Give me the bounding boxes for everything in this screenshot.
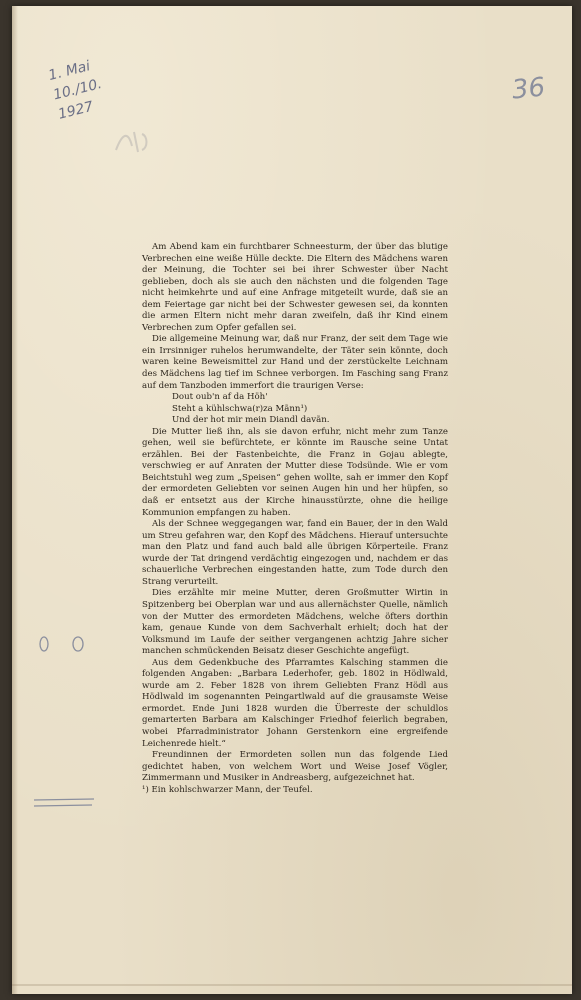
document-page bbox=[12, 6, 572, 994]
margin-circle-marks bbox=[32, 634, 102, 654]
paragraph: Freundinnen der Ermordeten sollen nun das folgende Lied gedichtet haben, von welchem Wort und Weise Josef Vögler, Zimmermann und Musiker in Andreasberg, aufgezeichnet hat. bbox=[142, 750, 448, 784]
margin-pencil-lines bbox=[32, 796, 96, 810]
pencil-annotation-line-2: 10./10. 1927 bbox=[51, 75, 104, 123]
paragraph: Die Mutter ließ ihn, als sie davon erfuhr, nicht mehr zum Tanze gehen, weil sie befürchtete, er könnte im Rausche seine Untat erzählen. Bei der Fastenbeichte, die Franz in Gojau ablegte, verschwieg er auf Anraten der Mutter diese Todsünde. Wie er vom Beichtstuhl weg zum „Speisen“ gehen wollte, sah er immer den Kopf der ermordeten Geliebten vor seinen Augen hin und her hüpfen, so daß er entsetzt aus der Kirche hinausstürzte, ohne die heilige Kommunion empfangen zu haben. bbox=[142, 426, 448, 518]
verse-line: Und der hot mir mein Diandl davãn. bbox=[172, 415, 330, 426]
verse-block bbox=[172, 392, 448, 427]
fold-crease bbox=[12, 984, 572, 986]
pencil-annotation bbox=[46, 47, 137, 121]
pencil-annotation-line-1: 1. Mai bbox=[46, 58, 92, 84]
verse-line: Steht a kühlschwa(r)za Mãnn¹) bbox=[172, 403, 308, 414]
paragraph: Aus dem Gedenkbuche des Pfarramtes Kalsching stammen die folgenden Angaben: „Barbara Lederhofer, geb. 1802 in Hödlwald, wurde am 2. Feber 1828 von ihrem Geliebten Franz Hödl aus Hödlwald im sogenannten Peingartlwald auf die grausamste Weise ermordet. Ende Juni 1828 wurden die Überreste der schuldlos gemarterten Barbara am Kalschinger Friedhof feierlich begraben, wobei Pfarradministrator Johann Gerstenkorn eine ergreifende Leichenrede hielt.“ bbox=[142, 657, 448, 749]
paragraph: Am Abend kam ein furchtbarer Schneesturm, der über das blutige Verbrechen eine weiße Hülle deckte. Die Eltern des Mädchens waren der Meinung, die Tochter sei bei ihrer Schwester über Nacht geblieben, doch als sie auch den nächsten und die folgenden Tage nicht heimkehrte und auf eine Anfrage mitgeteilt wurde, daß sie an dem Feiertage gar nicht bei der Schwester gewesen sei, da konnten die armen Eltern nicht mehr daran zweifeln, daß ihr Kind einem Verbrechen zum Opfer gefallen sei. bbox=[142, 242, 448, 333]
article-text bbox=[142, 242, 448, 796]
archive-page-number: 36 bbox=[510, 72, 547, 106]
page-edge-shadow bbox=[12, 6, 18, 994]
paragraph: Als der Schnee weggegangen war, fand ein Bauer, der in den Wald um Streu gefahren war, den Kopf des Mädchens. Hierauf untersuchte man den Platz und fand auch bald alle übrigen Körperteile. Franz wurde der Tat dringend verdächtig eingezogen und, nachdem er das schauerliche Verbrechen eingestanden hatte, zum Tode durch den Strang verurteilt. bbox=[142, 519, 448, 587]
footnote: ¹) Ein kohlschwarzer Mann, der Teufel. bbox=[142, 784, 313, 795]
faint-pencil-mark bbox=[112, 124, 154, 158]
paragraph: Die allgemeine Meinung war, daß nur Franz, der seit dem Tage wie ein Irrsinniger ruhelos herumwandelte, der Täter sein könnte, doch waren keine Beweismittel zur Hand und der zerstückelte Leichnam des Mädchens lag tief im Schnee verborgen. Im Fasching sang Franz auf dem Tanzboden immerfort die traurigen Verse: bbox=[142, 334, 448, 391]
paragraph: Dies erzählte mir meine Mutter, deren Großmutter Wirtin in Spitzenberg bei Oberplan war und aus allernächster Quelle, nämlich von der Mutter des ermordeten Mädchens, welche öfters dorthin kam, genaue Kunde von dem Sachverhalt erhielt; doch hat der Volksmund im Laufe der seither vergangenen achtzig Jahre sicher manchen schmückenden Beisatz dieser Geschichte angefügt. bbox=[142, 588, 448, 657]
verse-line: Dout oub'n af da Höh' bbox=[172, 392, 268, 403]
